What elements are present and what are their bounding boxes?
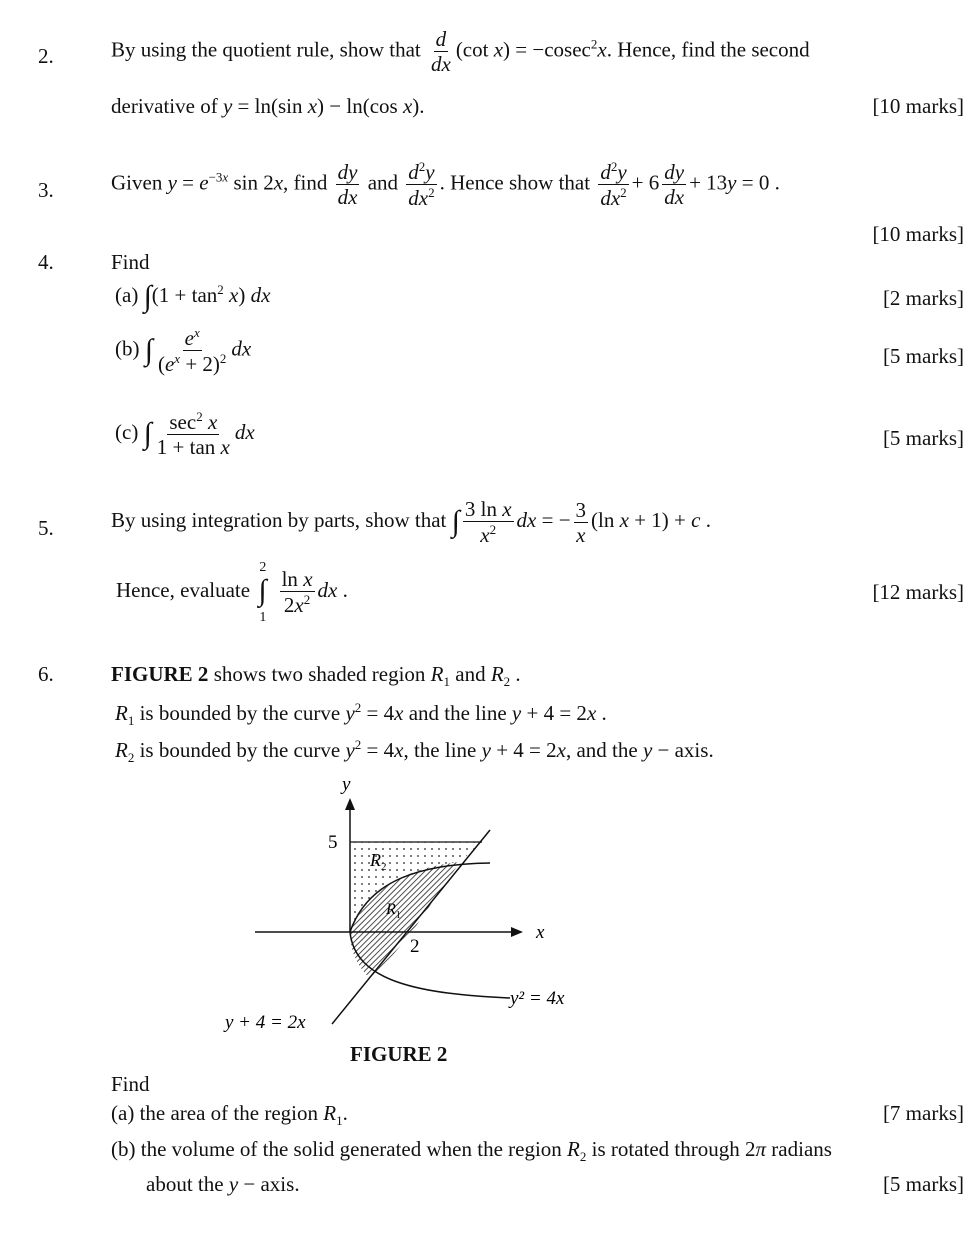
q3-eq-d2y: $\frac{d^2y}{dx^2}$ bbox=[600, 159, 627, 211]
label-r1: $R_1$ bbox=[386, 901, 401, 921]
q5-line1: By using integration by parts, show that ∫ $\frac{\text{3 ln x}}{x^2}$ dx = − $\frac{3}{x}$ (ln x + 1) + c . bbox=[111, 497, 711, 548]
q3-given: Given bbox=[111, 170, 163, 195]
q3-marks: [10 marks] bbox=[872, 222, 964, 246]
tick-x-2: 2 bbox=[410, 936, 420, 957]
q6-r1-text2: and the line bbox=[408, 701, 507, 725]
q6b-label: (b) bbox=[111, 1137, 136, 1161]
q6-intro-rest: shows two shaded region bbox=[213, 662, 426, 686]
q4b-label: (b) bbox=[115, 336, 140, 361]
q6-r2-desc: $R_2$ is bounded by the curve $y^2 = 4x$, the line y + 4 = 2x, and the y − axis. bbox=[115, 737, 714, 766]
q4a: (a) $\int(1 + \tan^2 x)$ dx bbox=[115, 280, 271, 314]
q6-r2-text3: , and the bbox=[565, 738, 638, 762]
q5-definite-integral: ∫ 2 1 bbox=[258, 560, 267, 625]
q2-d-dx: $\frac{d}{dx}$ bbox=[430, 27, 451, 77]
figure-caption: FIGURE 2 bbox=[350, 1042, 448, 1066]
q6-axis-word: axis bbox=[674, 738, 709, 762]
q4b-marks: [5 marks] bbox=[882, 344, 964, 368]
q6-and: and bbox=[455, 662, 486, 686]
q6a-label: (a) bbox=[111, 1101, 135, 1125]
q3-and: and bbox=[367, 170, 399, 195]
q5-line2-prefix: Hence, evaluate bbox=[116, 577, 251, 602]
q4a-marks: [2 marks] bbox=[882, 286, 964, 310]
q3-line: Given $y = e^{-3x}$ sin 2x, find $\frac{dy}{dx}$ and $\frac{d^2y}{dx^2}$ . Hence show that $\frac{d^2y}{dx^2}$ + 6 $\frac{dy}{dx}$ + 13y = 0 . bbox=[111, 159, 780, 211]
q6b-marks: [5 marks] bbox=[882, 1172, 964, 1196]
q5-line2: Hence, evaluate ∫ 2 1 $\frac{\text{ln x}}{2x^2}$ dx . bbox=[116, 560, 348, 625]
y-axis-arrow bbox=[345, 798, 355, 810]
q5-marks: [12 marks] bbox=[872, 580, 964, 604]
q6b-axis-word: axis bbox=[260, 1172, 295, 1196]
q4c-label: (c) bbox=[115, 419, 139, 444]
q2-line1-suffix: . Hence, find the second bbox=[606, 37, 810, 62]
q6a-text: the area of the region bbox=[139, 1101, 318, 1125]
q6-r1-desc: $R_1$ is bounded by the curve $y^2 = 4x$ and the line y + 4 = 2x . bbox=[115, 700, 607, 729]
q6-r2-text: is bounded by the curve bbox=[139, 738, 341, 762]
label-r2: $R_2$ bbox=[370, 850, 387, 873]
line-label: y + 4 = 2x bbox=[225, 1012, 306, 1033]
q4c-marks: [5 marks] bbox=[882, 426, 964, 450]
q6-r2-text2: , the line bbox=[403, 738, 477, 762]
q2-line2: derivative of y = ln(sin x) − ln(cos x). bbox=[111, 94, 425, 118]
q3-eq-dy: $\frac{dy}{dx}$ bbox=[664, 160, 685, 210]
q6b-text: the volume of the solid generated when the region bbox=[140, 1137, 562, 1161]
q6-intro: FIGURE 2 shows two shaded region $R_1$ and $R_2$ . bbox=[111, 662, 521, 690]
q3-d2y-dx2: $\frac{d^2y}{dx^2}$ bbox=[408, 159, 435, 211]
q4-number: 4. bbox=[38, 250, 54, 274]
q6-intro-bold: FIGURE 2 bbox=[111, 662, 209, 686]
q4c: (c) ∫ $\frac{\sec^2 x}{\text{1 + tan x}}$ dx bbox=[115, 409, 255, 460]
tick-y-5: 5 bbox=[328, 832, 338, 853]
q3-dy-dx: $\frac{dy}{dx}$ bbox=[337, 160, 358, 210]
q2-line2-prefix: derivative of bbox=[111, 94, 218, 118]
q5-line1-prefix: By using integration by parts, show that bbox=[111, 507, 447, 532]
q6b-text2: is rotated through bbox=[591, 1137, 740, 1161]
q6-number: 6. bbox=[38, 662, 54, 686]
y-axis-label: y bbox=[342, 774, 351, 795]
x-axis-arrow bbox=[511, 927, 523, 937]
q5-number: 5. bbox=[38, 516, 54, 540]
q6a-marks: [7 marks] bbox=[882, 1101, 964, 1125]
q6b-line2: about the y − axis. bbox=[146, 1172, 300, 1196]
figure-2 bbox=[220, 770, 600, 1040]
q6-r1-text: is bounded by the curve bbox=[139, 701, 341, 725]
q4-intro: Find bbox=[111, 250, 150, 274]
q6b: (b) the volume of the solid generated when the region $R_2$ is rotated through 2π radians bbox=[111, 1137, 832, 1165]
q6b-line2-text: about the bbox=[146, 1172, 224, 1196]
q6a: (a) the area of the region $R_1$. bbox=[111, 1101, 348, 1129]
q3-number: 3. bbox=[38, 178, 54, 202]
q2-line1-prefix: By using the quotient rule, show that bbox=[111, 37, 421, 62]
q3-find: , find bbox=[283, 170, 328, 195]
q2-number: 2. bbox=[38, 44, 54, 68]
q3-hence: . Hence show that bbox=[439, 170, 591, 195]
q2-line1: By using the quotient rule, show that $\frac{d}{dx}$ (cot x) = −cosec$^2$x. Hence, find the second bbox=[111, 27, 810, 77]
curve-label: y² = 4x bbox=[510, 988, 565, 1009]
q6b-text3: radians bbox=[771, 1137, 832, 1161]
q4b: (b) ∫ $\frac{e^x}{(e^x + 2)^2}$ dx bbox=[115, 325, 252, 377]
q2-marks: [10 marks] bbox=[872, 94, 964, 118]
q6-find: Find bbox=[111, 1072, 150, 1096]
q4a-label: (a) bbox=[115, 283, 139, 307]
x-axis-label: x bbox=[536, 922, 545, 943]
